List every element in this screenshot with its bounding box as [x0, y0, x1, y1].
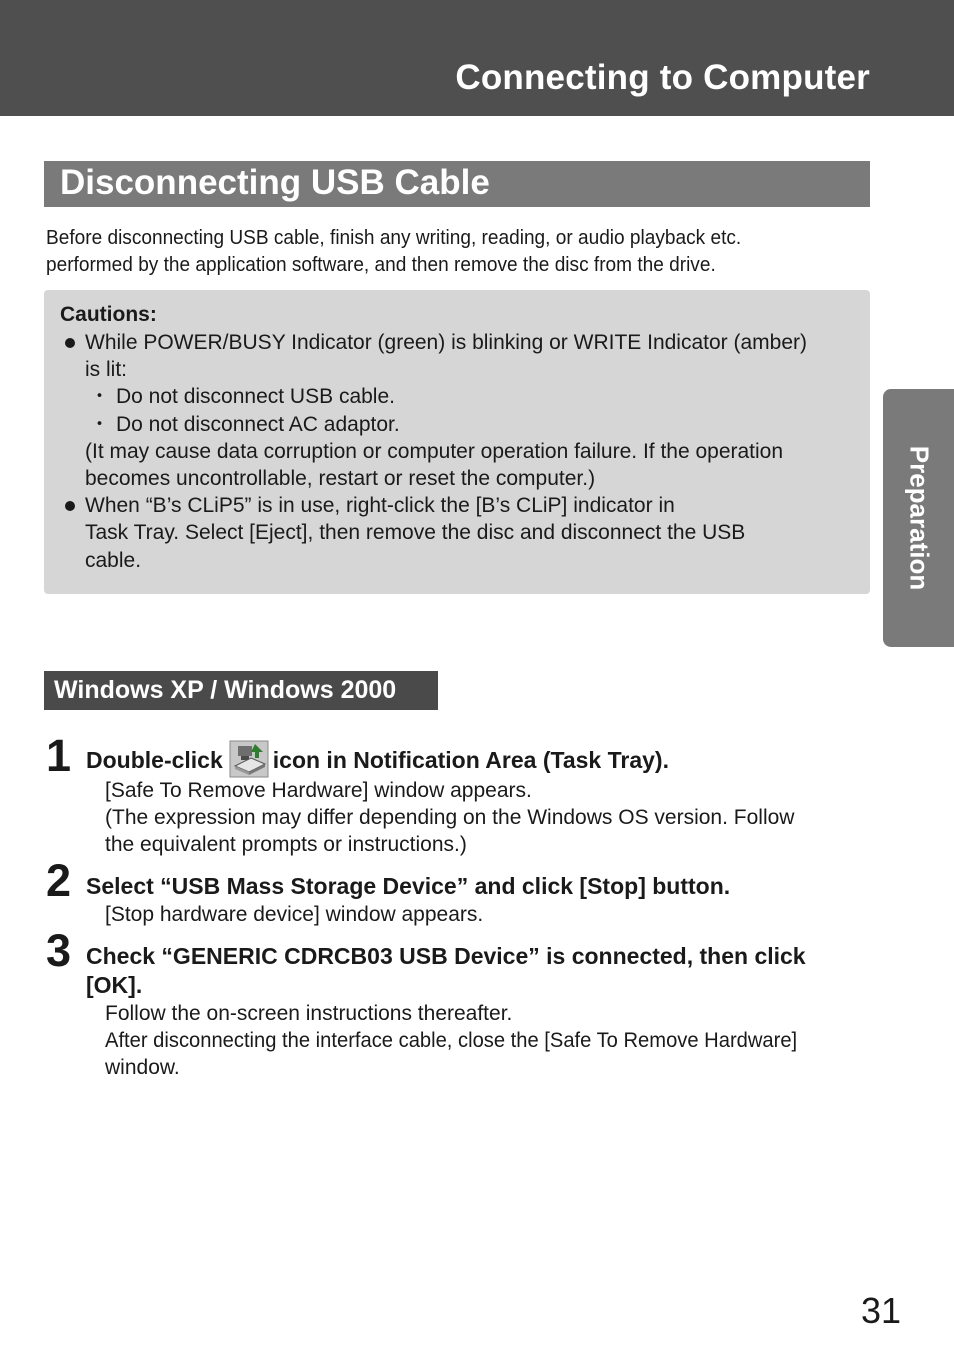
step-number: 1 [46, 730, 72, 781]
step-number: 3 [46, 925, 72, 976]
page-title: Connecting to Computer [455, 58, 870, 97]
caution-bullet-2: When “B’s CLiP5” is in use, right-click the [B’s CLiP] indicator in [44, 492, 870, 519]
side-tab-preparation [883, 389, 954, 647]
page-number: 31 [860, 1290, 901, 1331]
caution-sub-item-2: ・ Do not disconnect AC adaptor. [89, 412, 400, 436]
step-1-body: [Safe To Remove Hardware] window appears. (The expression may differ depending on the Windows OS version. Follow the equivalent prompts or instructions.) [105, 779, 795, 857]
step-3-title: Check “GENERIC CDRCB03 USB Device” is connected, then click [OK]. [86, 943, 806, 998]
caution-note-cont: becomes uncontrollable, restart or reset the computer.) [85, 467, 596, 491]
caution-bullet-2-cont: Task Tray. Select [Eject], then remove the disc and disconnect the USB [85, 521, 746, 545]
subsection-title: Windows XP / Windows 2000 [54, 676, 397, 704]
middle-dot-icon: ・ [89, 385, 110, 409]
caution-bullet-1-cont: is lit: [85, 358, 127, 382]
middle-dot-icon: ・ [89, 412, 110, 436]
bullet-icon [65, 338, 75, 348]
step-2-title: Select “USB Mass Storage Device” and click [Stop] button. [86, 873, 731, 899]
intro-line: performed by the application software, and then remove the disc from the drive. [46, 253, 716, 276]
cautions-heading: Cautions: [60, 303, 157, 326]
section-heading-bar [44, 161, 870, 207]
page-header [0, 0, 954, 116]
caution-bullet-1: While POWER/BUSY Indicator (green) is blinking or WRITE Indicator (amber) [44, 329, 870, 356]
safely-remove-hardware-icon [229, 740, 269, 778]
intro-line: Before disconnecting USB cable, finish any writing, reading, or audio playback etc. [46, 226, 742, 249]
subsection-heading-bar [44, 671, 438, 710]
step-number: 2 [46, 855, 72, 906]
step-2-body: [Stop hardware device] window appears. [105, 903, 484, 926]
bullet-icon [65, 501, 75, 511]
cautions-body [44, 329, 870, 574]
step-1-title: Double-click icon in Notification Area (Task Tray). [86, 746, 669, 778]
side-tab-label: Preparation [904, 445, 934, 591]
step-3-body: Follow the on-screen instructions thereafter. After disconnecting the interface cable, close the [Safe To Remove Hardware] window. [105, 1002, 798, 1080]
cautions-box [44, 290, 870, 594]
intro-paragraph [46, 224, 790, 278]
caution-bullet-2-cont: cable. [85, 548, 142, 572]
caution-sub-item-1: ・ Do not disconnect USB cable. [89, 385, 395, 409]
section-title: Disconnecting USB Cable [60, 163, 490, 202]
caution-note: (It may cause data corruption or computer operation failure. If the operation [85, 439, 784, 463]
